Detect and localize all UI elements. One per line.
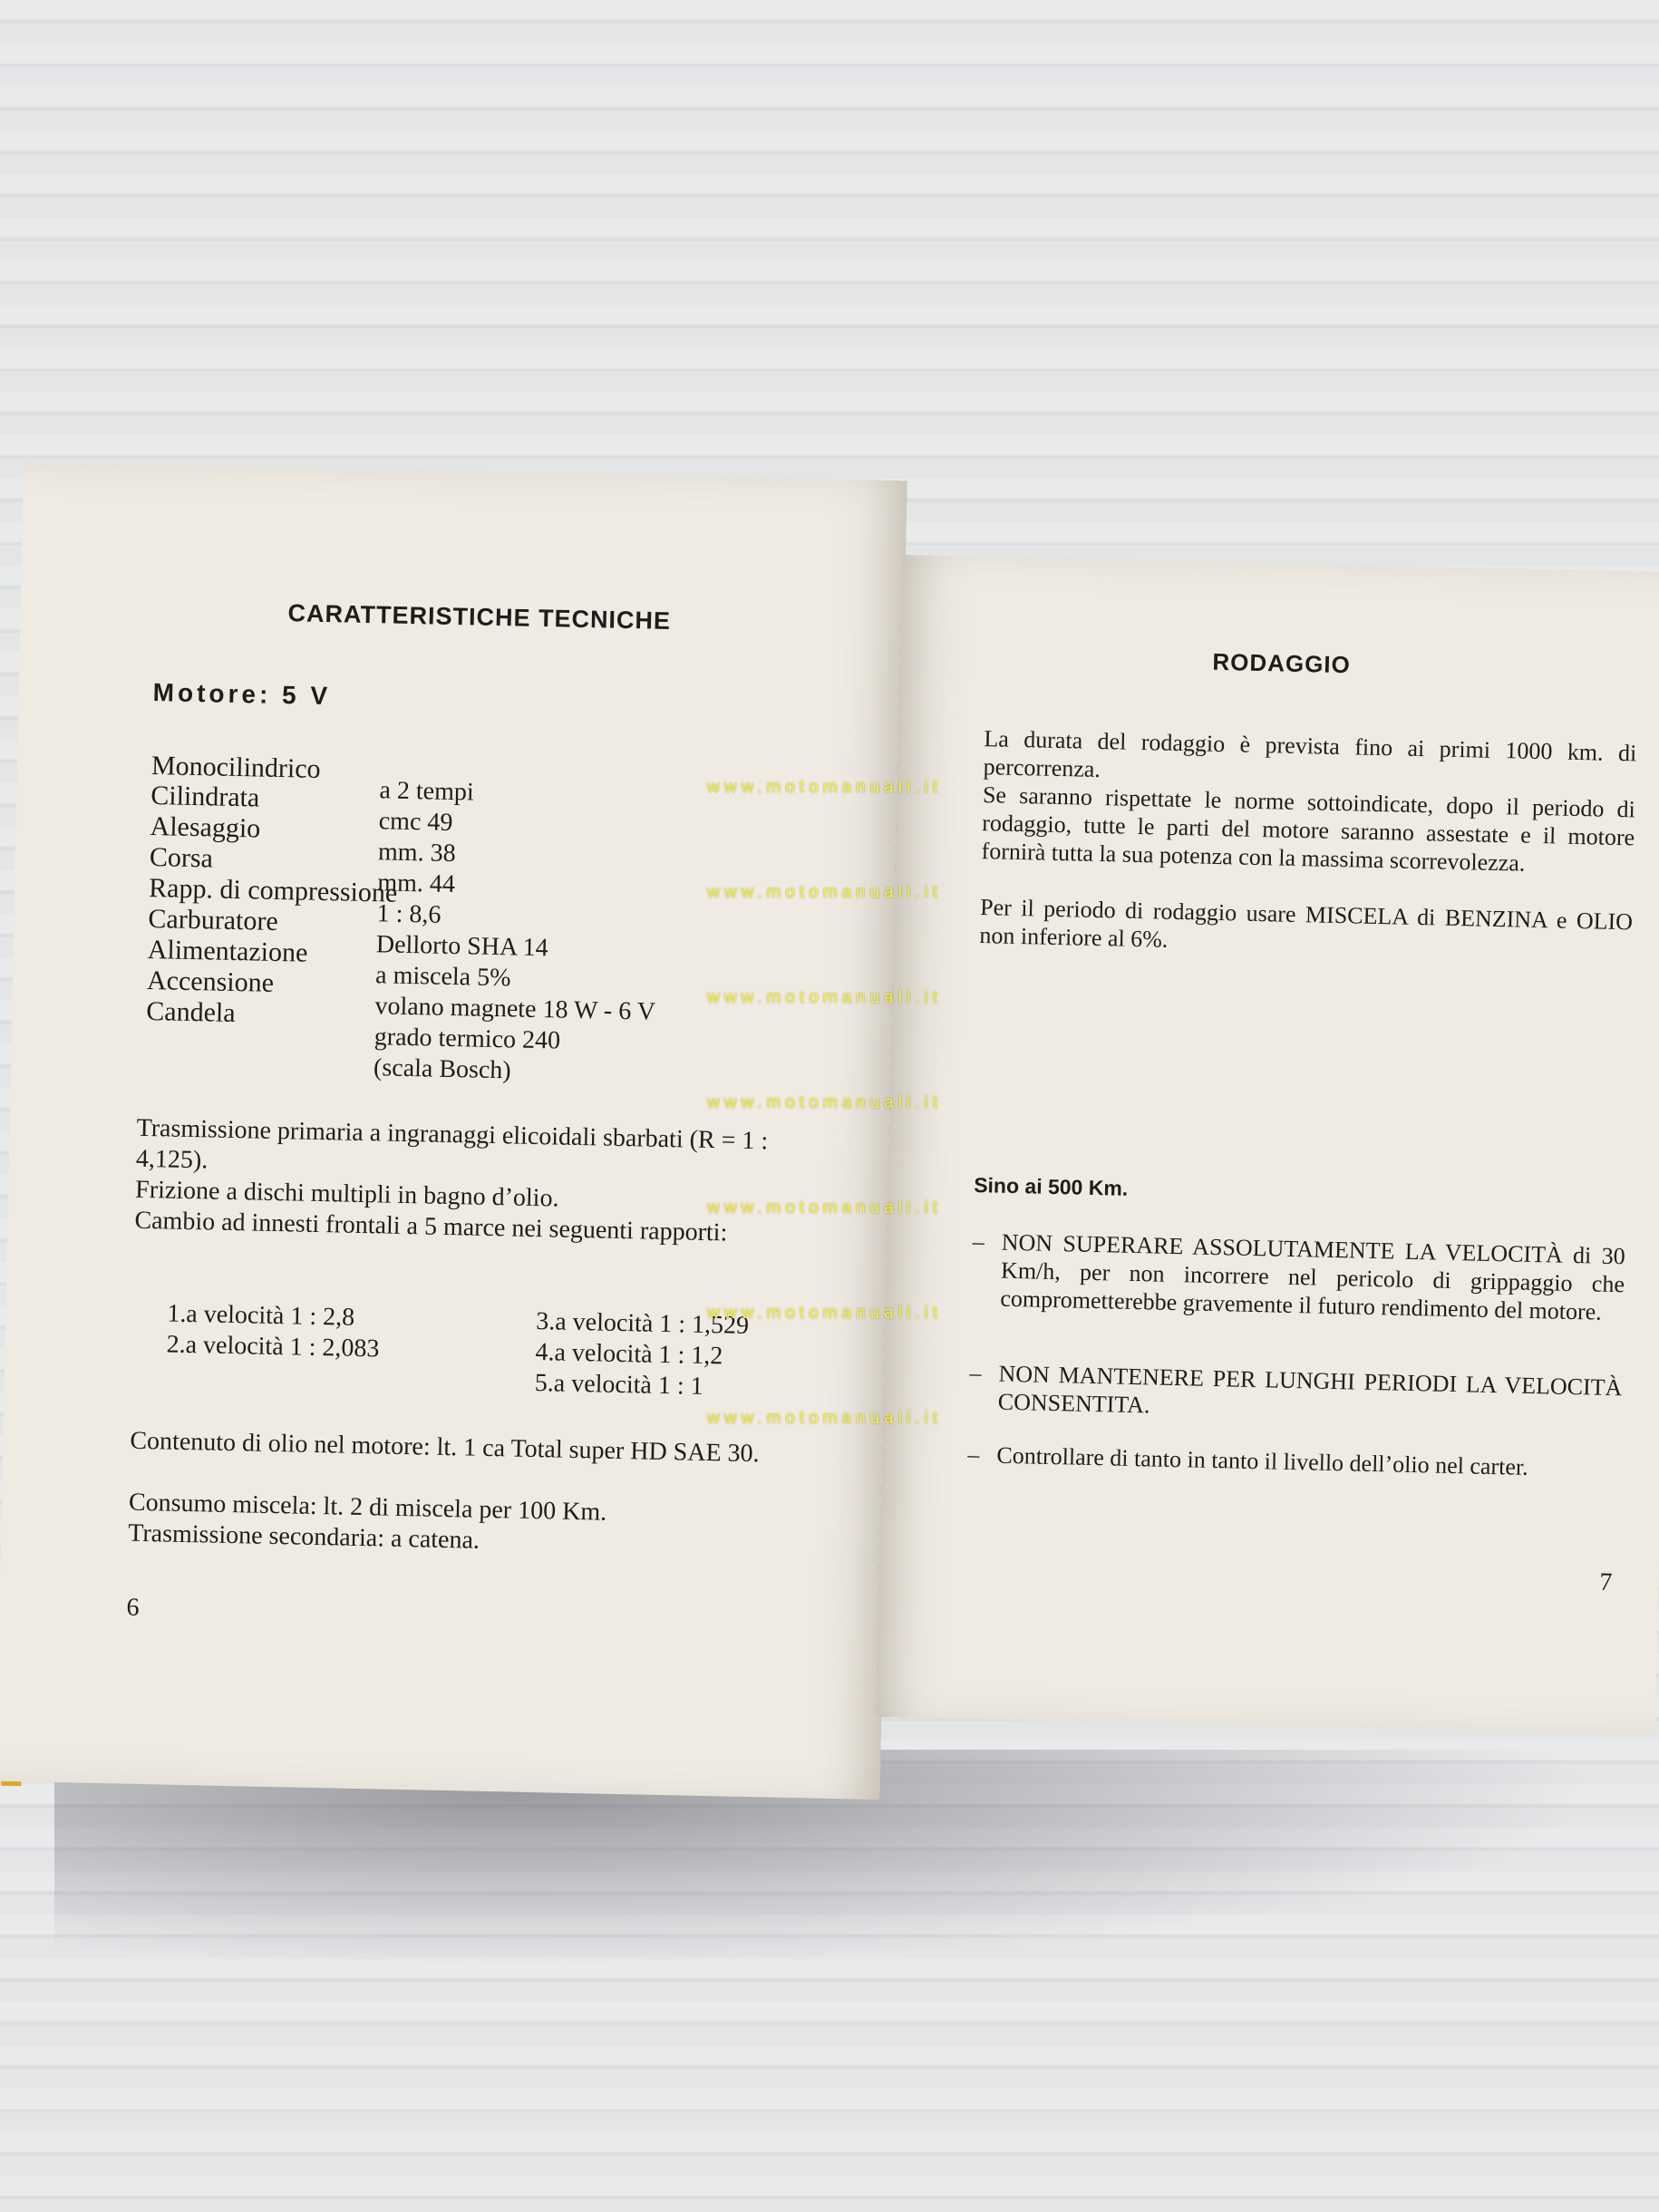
list-item [968, 1359, 1622, 1430]
spec-label: Alesaggio [150, 811, 261, 844]
page-title: RODAGGIO [1212, 647, 1352, 679]
spec-value: 1 : 8,6 [376, 899, 441, 929]
bullet-text: NON SUPERARE ASSOLUTAMENTE LA VELOCITÀ di 30 Km/h, per non incorrere nel pericolo di grippaggio che comprometterebbe gravemente il futuro rendimento del motore. [1000, 1228, 1625, 1325]
spec-label: Monocilindrico [150, 751, 321, 784]
list-item [971, 1227, 1625, 1326]
spec-value: a miscela 5% [374, 961, 511, 993]
oil-capacity: Contenuto di olio nel motore: lt. 1 ca Total super HD SAE 30. [130, 1426, 760, 1469]
intro-paragraph: Se saranno rispettate le norme sottoindicate, dopo il periodo di rodaggio, tutte le parti del motore saranno assestate e il motore fornirà tutta la sua potenza con la massima scorrevolezza. [981, 781, 1636, 877]
spec-note: (scala Bosch) [373, 1053, 512, 1085]
watermark: www.motomanuali.it [707, 883, 942, 902]
gear-ratio: 3.a velocità 1 : 1,529 [535, 1307, 750, 1340]
spec-label: Rapp. di compressione [148, 873, 398, 908]
bullet-text: NON MANTENERE PER LUNGHI PERIODI LA VELOCITÀ CONSENTITA. [997, 1360, 1623, 1419]
watermark: www.motomanuali.it [707, 1304, 942, 1323]
spec-label: Cilindrata [150, 781, 260, 813]
watermark: www.motomanuali.it [707, 1198, 942, 1218]
bullet-dash: – [972, 1227, 985, 1256]
bullet-text: Controllare di tanto in tanto il livello dell’olio nel carter. [996, 1441, 1528, 1480]
spec-value: Dellorto SHA 14 [375, 930, 549, 963]
page-number: 6 [126, 1593, 140, 1622]
bullet-dash: – [969, 1359, 982, 1387]
gear-ratio: 5.a velocità 1 : 1 [534, 1369, 703, 1401]
watermark: www.motomanuali.it [707, 988, 942, 1007]
spec-value: a 2 tempi [379, 776, 475, 807]
spec-label: Carburatore [148, 903, 279, 936]
intro-paragraph: Per il periodo di rodaggio usare MISCELA di BENZINA e OLIO non inferiore al 6%. [979, 894, 1634, 953]
spec-label: Alimentazione [147, 934, 308, 968]
secondary-transmission: Trasmissione secondaria: a catena. [127, 1518, 480, 1555]
intro-paragraph: La durata del rodaggio è prevista fino ai primi 1000 km. di percorrenza. [983, 725, 1637, 783]
gear-ratio: 2.a velocità 1 : 2,083 [166, 1330, 380, 1363]
right-page [876, 555, 1659, 1734]
spec-label: Corsa [149, 842, 214, 874]
bullet-dash: – [967, 1441, 980, 1469]
gear-ratio: 4.a velocità 1 : 1,2 [535, 1338, 723, 1371]
motor-heading: Motore: 5 V [152, 678, 332, 711]
watermark: www.motomanuali.it [707, 1409, 942, 1428]
fuel-consumption: Consumo miscela: lt. 2 di miscela per 100 Km. [128, 1488, 607, 1527]
spec-value: mm. 44 [377, 868, 456, 899]
watermark: www.motomanuali.it [707, 1093, 942, 1112]
spec-label: Accensione [146, 965, 275, 998]
page-number: 7 [1599, 1567, 1613, 1597]
spec-value: mm. 38 [377, 838, 456, 868]
gearbox-paragraph: Cambio ad innesti frontali a 5 marce nei seguenti rapporti: [134, 1206, 728, 1247]
spec-value: cmc 49 [378, 807, 453, 837]
left-page [0, 462, 907, 1800]
clutch-paragraph: Frizione a dischi multipli in bagno d’olio. [134, 1175, 559, 1213]
page-title: CARATTERISTICHE TECNICHE [287, 599, 672, 635]
watermark: www.motomanuali.it [707, 778, 942, 797]
spec-value: grado termico 240 [374, 1023, 561, 1055]
gear-ratio: 1.a velocità 1 : 2,8 [167, 1299, 355, 1332]
list-item [967, 1441, 1621, 1483]
spec-value: volano magnete 18 W - 6 V [374, 992, 656, 1026]
spec-label: Candela [146, 995, 236, 1029]
transmission-paragraph: Trasmissione primaria a ingranaggi elicoidali sbarbati (R = 1 : 4,125). [135, 1113, 769, 1175]
section-subheading: Sino ai 500 Km. [973, 1172, 1129, 1200]
